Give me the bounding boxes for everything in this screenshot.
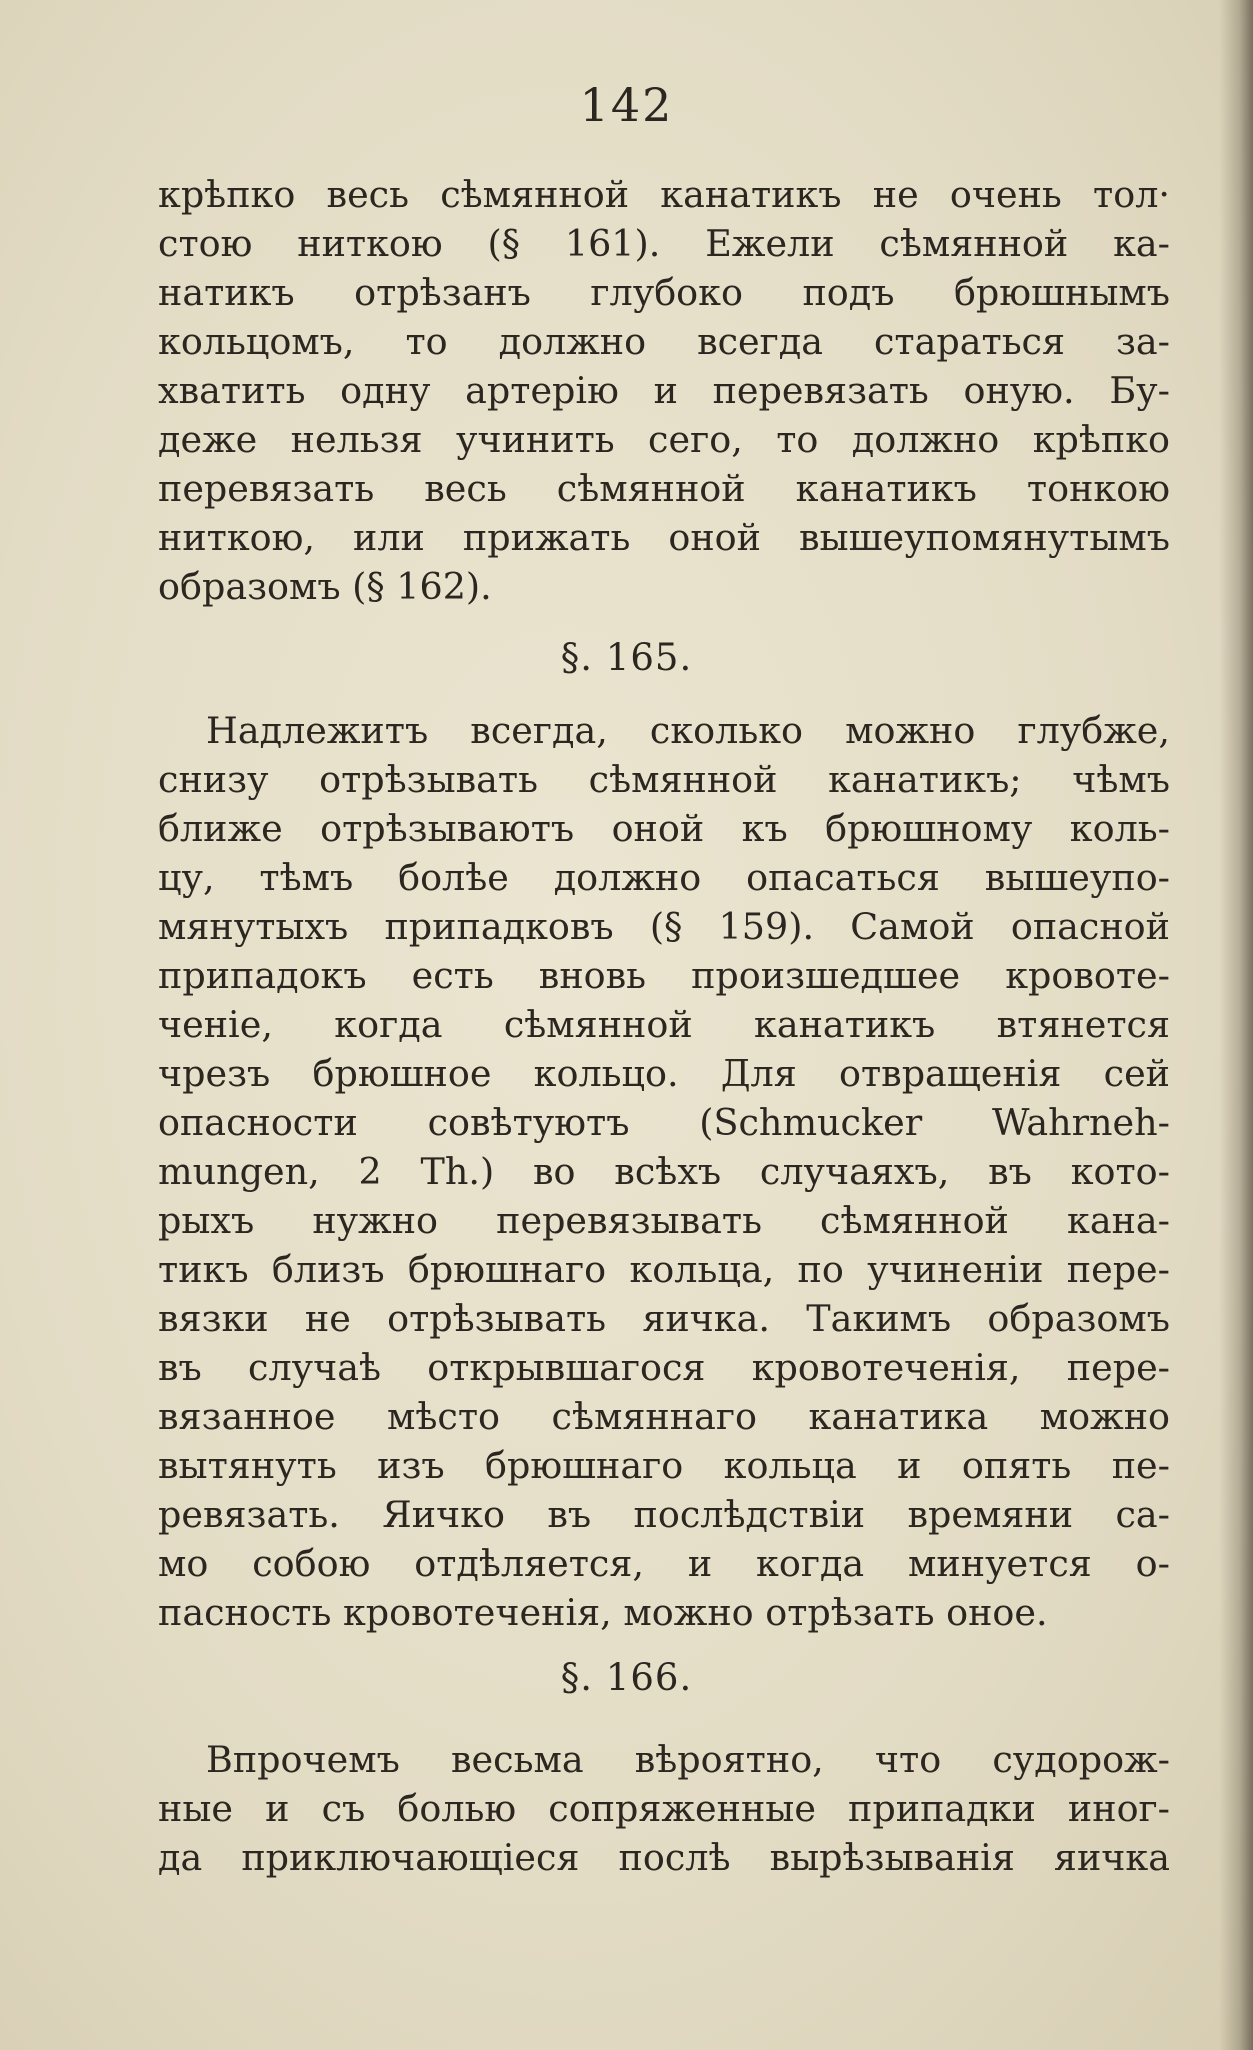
text-line: хватить одну артерію и перевязать оную. Бу- xyxy=(158,369,1170,412)
text-line: припадокъ есть вновь произшедшее кровоте- xyxy=(158,954,1170,997)
text-line: ревязать. Яичко въ послѣдствіи времяни са- xyxy=(158,1493,1170,1536)
section-heading-166: §. 166. xyxy=(560,1656,693,1699)
text-line: рыхъ нужно перевязывать сѣмянной кана- xyxy=(158,1199,1170,1242)
text-line: ченіе, когда сѣмянной канатикъ втянется xyxy=(158,1003,1170,1046)
text-line: деже нельзя учинить сего, то должно крѣпко xyxy=(158,418,1170,461)
paragraph-2 xyxy=(158,706,1170,1637)
text-line: ные и съ болью сопряженные припадки иног- xyxy=(158,1787,1170,1830)
text-line: перевязать весь сѣмянной канатикъ тонкою xyxy=(158,467,1170,510)
text-line: мянутыхъ припадковъ (§ 159). Самой опасной xyxy=(158,905,1170,948)
text-line: да приключающіеся послѣ вырѣзыванія яичка xyxy=(158,1836,1170,1879)
text-line: вязанное мѣсто сѣмяннаго канатика можно xyxy=(158,1395,1170,1438)
text-line: тикъ близъ брюшнаго кольца, по учиненіи пере- xyxy=(158,1248,1170,1291)
text-line: кольцомъ, то должно всегда стараться за- xyxy=(158,320,1170,363)
text-line: стою ниткою (§ 161). Ежели сѣмянной ка- xyxy=(158,222,1170,265)
text-line: вытянуть изъ брюшнаго кольца и опять пе- xyxy=(158,1444,1170,1487)
text-line: Впрочемъ весьма вѣроятно, что судорож- xyxy=(206,1738,1170,1781)
page-edge-shadow xyxy=(1219,0,1253,2050)
text-line: натикъ отрѣзанъ глубоко подъ брюшнымъ xyxy=(158,271,1170,314)
text-line: Надлежитъ всегда, сколько можно глубже, xyxy=(206,709,1170,752)
text-line: снизу отрѣзывать сѣмянной канатикъ; чѣмъ xyxy=(158,758,1170,801)
text-line: мо собою отдѣляется, и когда минуется о- xyxy=(158,1542,1170,1585)
paragraph-3 xyxy=(158,1735,1170,1882)
text-line: ниткою, или прижать оной вышеупомянутымъ xyxy=(158,516,1170,559)
text-line: пасность кровотеченія, можно отрѣзать оное. xyxy=(158,1591,1048,1634)
page-number: 142 xyxy=(579,78,674,132)
text-line: крѣпко весь сѣмянной канатикъ не очень тол· xyxy=(158,173,1170,216)
text-line: въ случаѣ открывшагося кровотеченія, пере- xyxy=(158,1346,1170,1389)
text-line: mungen, 2 Th.) во всѣхъ случаяхъ, въ кото- xyxy=(158,1150,1170,1193)
text-line: образомъ (§ 162). xyxy=(158,565,492,608)
text-line: опасности совѣтуютъ (Schmucker Wahrneh- xyxy=(158,1101,1170,1144)
text-line: вязки не отрѣзывать яичка. Такимъ образомъ xyxy=(158,1297,1170,1340)
text-line: ближе отрѣзываютъ оной къ брюшному коль- xyxy=(158,807,1170,850)
text-line: чрезъ брюшное кольцо. Для отвращенія сей xyxy=(158,1052,1170,1095)
paragraph-1 xyxy=(158,170,1170,611)
section-heading-165: §. 165. xyxy=(560,636,693,679)
text-line: цу, тѣмъ болѣе должно опасаться вышеупо- xyxy=(158,856,1170,899)
